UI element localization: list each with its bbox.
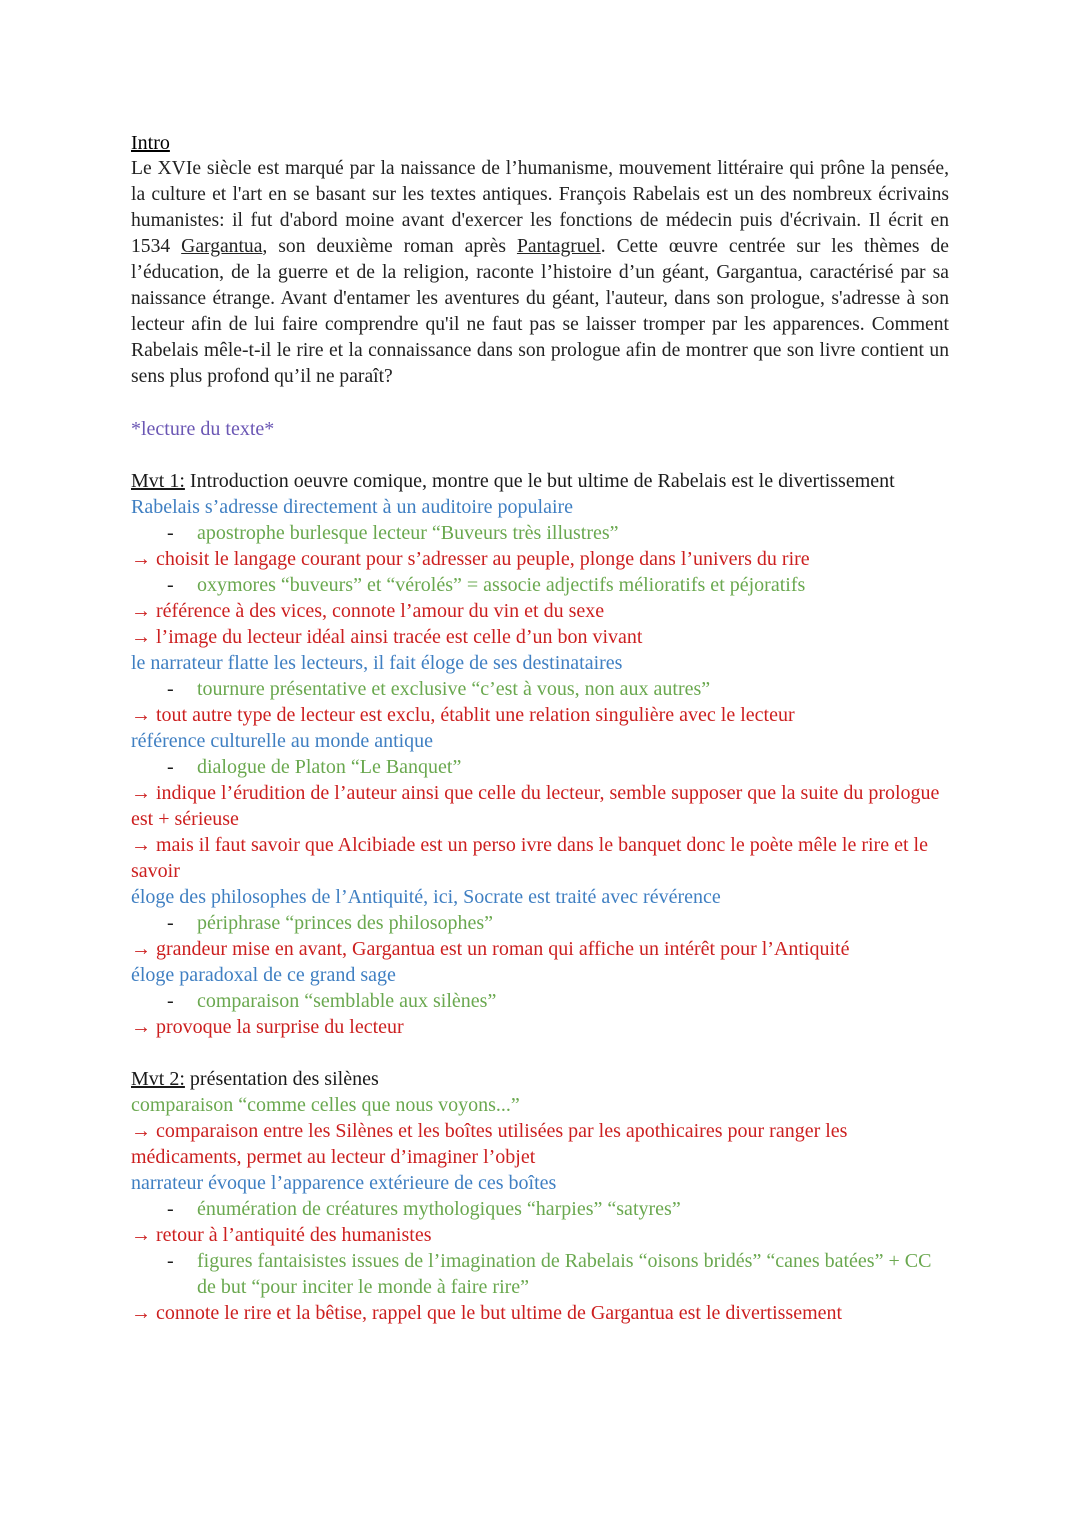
mvt1-label: Mvt 1: (131, 470, 185, 492)
mvt2-quote-1: comparaison “comme celles que nous voyons...” (131, 1094, 520, 1116)
mvt2-point-1: narrateur évoque l’apparence extérieure de ces boîtes (131, 1172, 557, 1194)
bullet-dash: - (167, 574, 174, 596)
intro-text-1: Le XVIe siècle est marqué par la naissance de l’humanisme, mouvement littéraire qui prône la pensée, la culture et l'art en se basant sur les textes antiques. François Rabelais est un des nombreux écrivains humanistes: il fut d'abord moine avant d'exercer les fonctions de médecin puis d'écrivain. Il écrit en 1534 (131, 158, 949, 257)
intro-text-3: . Cette œuvre centrée sur les thèmes de l’éducation, de la guerre et de la religion, raconte l’histoire d’un géant, Gargantua, caractérisé par sa naissance étrange. Avant d'entamer les aventures du géant, l'auteur, dans son prologue, s'adresse à son lecteur afin de lui faire comprendre qu'il ne faut pas se laisser tromper par les apparences. Comment Rabelais mêle-t-il le rire et la connaissance dans son prologue afin de montrer que son livre contient un sens plus profond qu’il ne paraît? (131, 236, 950, 387)
mvt1-point-4: éloge des philosophes de l’Antiquité, ici, Socrate est traité avec révérence (131, 886, 721, 908)
mvt1-heading (131, 468, 949, 494)
mvt1-quote-3: - tournure présentative et exclusive “c’est à vous, non aux autres” (167, 678, 711, 700)
mvt2-label: Mvt 2: (131, 1068, 185, 1090)
bullet-dash: - (167, 522, 174, 544)
mvt1-quote-4: - dialogue de Platon “Le Banquet” (167, 756, 462, 778)
document-page (131, 130, 949, 1326)
bullet-dash: - (167, 1198, 174, 1220)
mvt2-quote-3: - figures fantaisistes issues de l’imagination de Rabelais “oisons bridés” “canes batées” + CC de but “pour inciter le monde à faire rire” (167, 1250, 932, 1298)
mvt1-point-1: Rabelais s’adresse directement à un auditoire populaire (131, 496, 574, 518)
mvt2-heading (131, 1066, 949, 1092)
mvt1-analysis-3: → l’image du lecteur idéal ainsi tracée est celle d’un bon vivant (131, 626, 643, 648)
mvt1-quote-5: - périphrase “princes des philosophes” (167, 912, 494, 934)
mvt2-analysis-1: → comparaison entre les Silènes et les boîtes utilisées par les apothicaires pour ranger les médicaments, permet au lecteur d’imaginer l’objet (131, 1120, 848, 1168)
mvt1-analysis-8: → provoque la surprise du lecteur (131, 1016, 404, 1038)
intro-heading: Intro (131, 132, 170, 154)
mvt1-analysis-6: → mais il faut savoir que Alcibiade est un perso ivre dans le banquet donc le poète mêle le rire et le savoir (131, 834, 928, 882)
mvt2-analysis-3: → connote le rire et la bêtise, rappel que le but ultime de Gargantua est le divertissement (131, 1302, 843, 1324)
mvt1-point-2: le narrateur flatte les lecteurs, il fait éloge de ses destinataires (131, 652, 623, 674)
bullet-dash: - (167, 678, 174, 700)
mvt1-point-5: éloge paradoxal de ce grand sage (131, 964, 396, 986)
mvt1-analysis-4: → tout autre type de lecteur est exclu, établit une relation singulière avec le lecteur (131, 704, 795, 726)
intro-paragraph (131, 156, 949, 390)
bullet-dash: - (167, 990, 174, 1012)
mvt1-quote-2: - oxymores “buveurs” et “vérolés” = associe adjectifs mélioratifs et péjoratifs (167, 574, 806, 596)
mvt2-title: présentation des silènes (184, 1068, 379, 1090)
book-title-gargantua: Gargantua (181, 236, 263, 257)
bullet-dash: - (167, 1250, 174, 1272)
mvt2-analysis-2: → retour à l’antiquité des humanistes (131, 1224, 432, 1246)
mvt1-analysis-5: → indique l’érudition de l’auteur ainsi que celle du lecteur, semble supposer que la suite du prologue est + sérieuse (131, 782, 940, 830)
mvt1-point-3: référence culturelle au monde antique (131, 730, 434, 752)
book-title-pantagruel: Pantagruel (516, 236, 601, 257)
mvt2-quote-2: - énumération de créatures mythologiques “harpies” “satyres” (167, 1198, 681, 1220)
mvt1-analysis-7: → grandeur mise en avant, Gargantua est un roman qui affiche un intérêt pour l’Antiquité (131, 938, 850, 960)
mvt1-analysis-2: → référence à des vices, connote l’amour du vin et du sexe (131, 600, 605, 622)
mvt1-quote-1: - apostrophe burlesque lecteur “Buveurs très illustres” (167, 522, 619, 544)
bullet-dash: - (167, 912, 174, 934)
bullet-dash: - (167, 756, 174, 778)
mvt1-quote-6: - comparaison “semblable aux silènes” (167, 990, 497, 1012)
mvt1-analysis-1: → choisit le langage courant pour s’adresser au peuple, plonge dans l’univers du rire (131, 548, 810, 570)
intro-text-2: , son deuxième roman après (262, 236, 517, 257)
reading-note: *lecture du texte* (131, 418, 275, 440)
mvt1-title: Introduction oeuvre comique, montre que le but ultime de Rabelais est le divertissement (184, 470, 895, 492)
